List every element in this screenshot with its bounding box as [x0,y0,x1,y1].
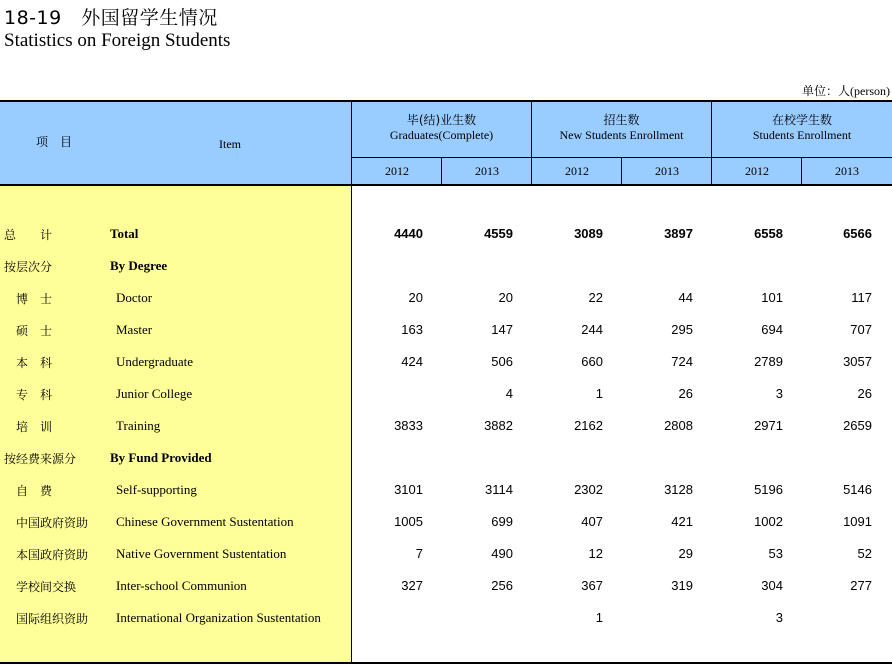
table-cell: 304 [761,578,783,593]
table-row [0,354,892,374]
table-row [0,386,892,406]
unit-label: 单位：人(person) [802,84,890,98]
header-item-en: Item [219,137,241,151]
header-year: 2012 [565,164,589,178]
table-cell: 699 [491,514,513,529]
table-cell: 7 [415,546,423,561]
row-label-en: Undergraduate [116,354,194,369]
table-cell: 12 [588,546,603,561]
row-label-en: Training [116,418,161,433]
table-row [0,226,892,246]
table-cell: 2971 [754,418,783,433]
table-cell: 44 [678,290,693,305]
row-label-cn: 按经费来源分 [4,452,77,466]
table-cell: 1002 [754,514,783,529]
table-cell: 6558 [754,226,783,241]
table-row [0,418,892,438]
header-group-new-enrollment: 招生数 New Students Enrollment [559,113,684,142]
table-cell: 20 [408,290,423,305]
table-cell: 3128 [664,482,693,497]
table-cell: 4440 [394,226,423,241]
row-label-en: Self-supporting [116,482,197,497]
table-cell: 101 [761,290,783,305]
table-cell: 3101 [394,482,423,497]
table-cell: 3 [775,610,783,625]
table-cell: 2789 [754,354,783,369]
table-cell: 1 [595,610,603,625]
row-label-en: International Organization Sustentation [116,610,321,625]
page-title-en: Statistics on Foreign Students [4,30,231,51]
table-row [0,514,892,534]
table-row [0,546,892,566]
table-cell: 407 [581,514,603,529]
table-cell: 724 [671,354,693,369]
row-label-en: Total [110,226,139,241]
table-cell: 1005 [394,514,423,529]
table-cell: 421 [671,514,693,529]
table-cell: 3833 [394,418,423,433]
table-cell: 295 [671,322,693,337]
row-label-cn: 培 训 [16,420,53,434]
table-cell: 660 [581,354,603,369]
row-label-cn: 国际组织资助 [16,612,89,626]
table-cell: 244 [581,322,603,337]
row-label-en: By Fund Provided [110,450,212,465]
table-cell: 147 [491,322,513,337]
table-cell: 2659 [843,418,872,433]
table-cell: 4 [505,386,513,401]
table-cell: 367 [581,578,603,593]
table-cell: 20 [498,290,513,305]
header-year: 2013 [655,164,679,178]
header-year: 2013 [475,164,499,178]
row-label-cn: 硕 士 [16,324,53,338]
table-row [0,290,892,310]
table-cell: 1091 [843,514,872,529]
table-cell: 5146 [843,482,872,497]
table-cell: 4559 [484,226,513,241]
row-label-en: Master [116,322,153,337]
row-label-cn: 按层次分 [4,260,53,274]
table-cell: 29 [678,546,693,561]
table-cell: 53 [768,546,783,561]
row-label-cn: 中国政府资助 [16,516,89,530]
table-cell: 6566 [843,226,872,241]
table-cell: 3057 [843,354,872,369]
header-year: 2012 [385,164,409,178]
table-cell: 506 [491,354,513,369]
row-label-cn: 博 士 [16,292,53,306]
table-cell: 5196 [754,482,783,497]
table-cell: 424 [401,354,423,369]
header-group-enrollment: 在校学生数 Students Enrollment [752,113,852,142]
table-cell: 256 [491,578,513,593]
header-year: 2012 [745,164,769,178]
table-row [0,450,892,470]
row-label-cn: 自 费 [16,484,53,498]
table-cell: 319 [671,578,693,593]
row-label-en: Junior College [116,386,193,401]
header-group-graduates: 毕(结)业生数 Graduates(Complete) [389,113,494,142]
table-cell: 1 [595,386,603,401]
table-cell: 327 [401,578,423,593]
table-cell: 707 [850,322,872,337]
table-cell: 3897 [664,226,693,241]
table-cell: 3114 [485,482,513,497]
table-cell: 2808 [664,418,693,433]
table-cell: 26 [857,386,872,401]
page-title-cn: 18-19 外国留学生情况 [4,7,218,29]
header-year: 2013 [835,164,859,178]
table-cell: 2162 [574,418,603,433]
table-cell: 3 [775,386,783,401]
table-cell: 26 [678,386,693,401]
row-label-cn: 学校间交换 [16,580,77,594]
header-divider [351,157,892,158]
row-label-cn: 总 计 [4,228,53,242]
row-label-en: Inter-school Communion [116,578,247,593]
table-cell: 694 [761,322,783,337]
table-cell: 3882 [484,418,513,433]
table-cell: 490 [491,546,513,561]
table-cell: 2302 [574,482,603,497]
row-label-en: By Degree [110,258,168,273]
table-cell: 163 [401,322,423,337]
table-cell: 117 [851,290,872,305]
row-label-en: Doctor [116,290,153,305]
header-item-cn: 项 目 [35,135,72,149]
table-cell: 22 [588,290,603,305]
table-cell: 277 [850,578,872,593]
table-cell: 3089 [574,226,603,241]
row-label-en: Native Government Sustentation [116,546,287,561]
table-row [0,482,892,502]
row-label-cn: 本 科 [16,356,53,370]
table-cell: 52 [857,546,872,561]
table-row [0,322,892,342]
row-label-cn: 专 科 [16,388,53,402]
row-label-en: Chinese Government Sustentation [116,514,294,529]
row-label-cn: 本国政府资助 [16,548,89,562]
table-row [0,610,892,630]
table-bottom-border [0,662,892,664]
table-row [0,578,892,598]
table-row [0,258,892,278]
